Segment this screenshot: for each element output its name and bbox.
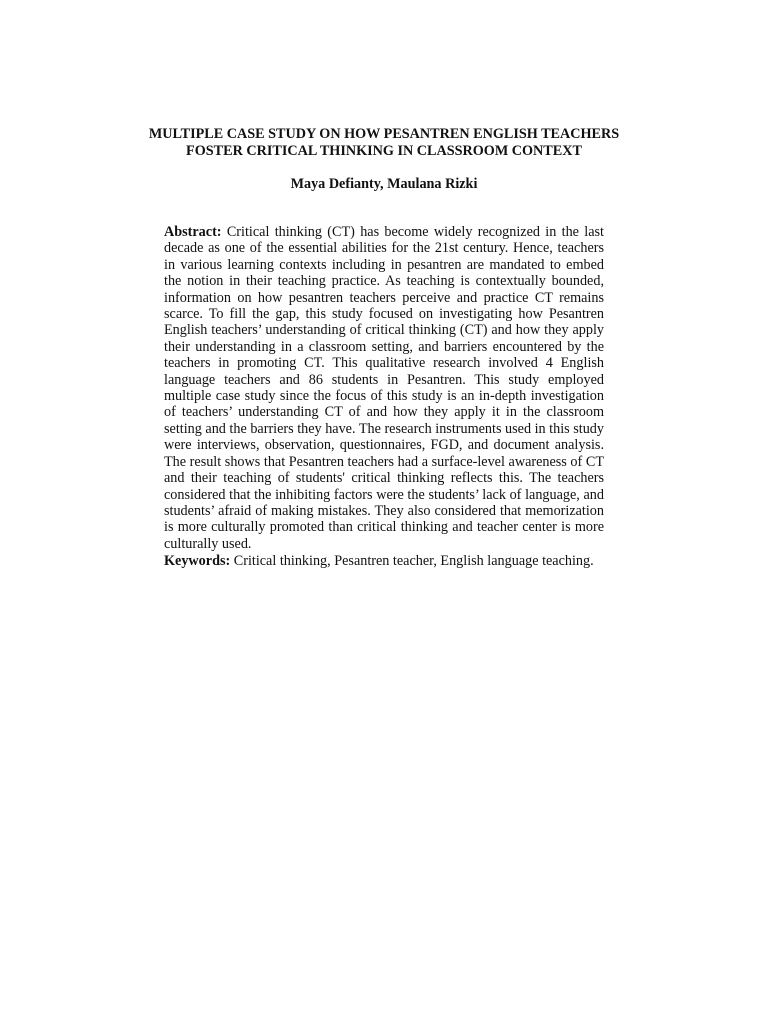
abstract-paragraph <box>164 224 604 552</box>
keywords-text: Critical thinking, Pesantren teacher, English language teaching. <box>233 553 594 569</box>
paper-title-line-1: MULTIPLE CASE STUDY ON HOW PESANTREN ENGLISH TEACHERS <box>148 126 620 142</box>
keywords-label: Keywords: <box>164 553 231 569</box>
keywords-paragraph <box>164 553 604 569</box>
paper-title-line-2: FOSTER CRITICAL THINKING IN CLASSROOM CONTEXT <box>186 143 582 159</box>
paper-title <box>120 126 648 160</box>
abstract-label: Abstract: <box>164 224 222 240</box>
paper-authors: Maya Defianty, Maulana Rizki <box>290 176 478 192</box>
abstract-text: Critical thinking (CT) has become widely recognized in the last decade as one of the essential abilities for the 21st century. Hence, teachers in various learning contexts including in pesantren are mandated to embed the notion in their teaching practice. As teaching is contextually bounded, information on how pesantren teachers perceive and practice CT remains scarce. To fill the gap, this study focused on investigating how Pesantren English teachers’ understanding of critical thinking (CT) and how they apply their understanding in a classroom setting, and barriers encountered by the teachers in promoting CT. This qualitative research involved 4 English language teachers and 86 students in Pesantren. This study employed multiple case study since the focus of this study is an in-depth investigation of teachers’ understanding CT of and how they apply it in the classroom setting and the barriers they have. The research instruments used in this study were interviews, observation, questionnaires, FGD, and document analysis. The result shows that Pesantren teachers had a surface-level awareness of CT and their teaching of students' critical thinking reflects this. The teachers considered that the inhibiting factors were the students’ lack of language, and students’ afraid of making mistakes. They also considered that memorization is more culturally promoted than critical thinking and teacher center is more culturally used. <box>164 224 604 552</box>
